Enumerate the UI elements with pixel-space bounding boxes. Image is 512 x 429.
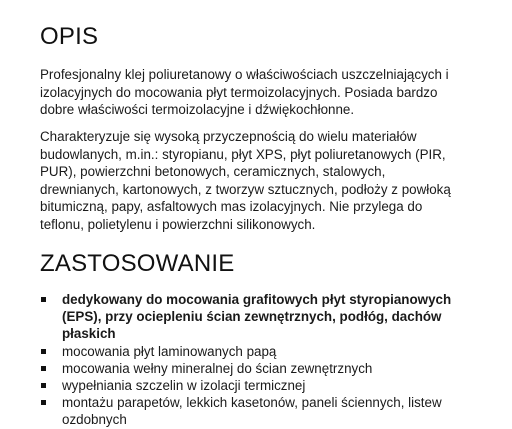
list-item-line: mocowania płyt laminowanych papą (62, 343, 277, 359)
text-line: budowlanych, m.in.: styropianu, płyt XPS, płyt poliuretanowych (PIR, (40, 146, 446, 162)
description-paragraph-1 (40, 66, 480, 119)
square-bullet-icon (41, 383, 46, 388)
list-item (40, 343, 500, 360)
text-line: drewnianych, kartonowych, z tworzyw sztucznych, podłoży z powłoką (40, 181, 451, 197)
text-line: teflonu, polietylenu i powierzchni silikonowych. (40, 216, 316, 232)
list-item (40, 394, 500, 428)
description-paragraph-2 (40, 128, 480, 234)
list-item-line: ozdobnych (62, 412, 127, 428)
text-line: bitumiczną, papy, asfaltowych mas izolacyjnych. Nie przylega do (40, 199, 423, 215)
list-item-line: (EPS), przy ociepleniu ścian zewnętrznych, podłóg, dachów (62, 309, 442, 325)
square-bullet-icon (41, 349, 46, 354)
text-line: Charakteryzuje się wysoką przyczepnością do wielu materiałów (40, 129, 417, 144)
list-item-line: dedykowany do mocowania grafitowych płyt styropianowych (62, 292, 452, 307)
text-line: Profesjonalny klej poliuretanowy o właściwościach uszczelniających i (40, 67, 449, 82)
text-line: PUR), powierzchni betonowych, ceramicznych, stalowych, (40, 164, 386, 180)
square-bullet-icon (41, 366, 46, 371)
list-item (40, 291, 500, 343)
section-heading-zastosowanie: ZASTOSOWANIE (40, 250, 235, 277)
list-item (40, 377, 500, 394)
square-bullet-icon (41, 297, 46, 302)
list-item-line: płaskich (62, 326, 116, 342)
list-item (40, 360, 500, 377)
text-line: izolacyjnych do mocowania płyt termoizolacyjnych. Posiada bardzo (40, 84, 438, 100)
section-heading-opis: OPIS (40, 23, 99, 50)
application-list (40, 291, 500, 429)
square-bullet-icon (41, 400, 46, 405)
list-item-line: wypełniania szczelin w izolacji termicznej (62, 378, 306, 394)
list-item-line: mocowania wełny mineralnej do ścian zewnętrznych (62, 360, 373, 376)
list-item-line: montażu parapetów, lekkich kasetonów, paneli ściennych, listew (62, 395, 442, 411)
text-line: dobre właściwości termoizolacyjne i dźwiękochłonne. (40, 102, 355, 118)
